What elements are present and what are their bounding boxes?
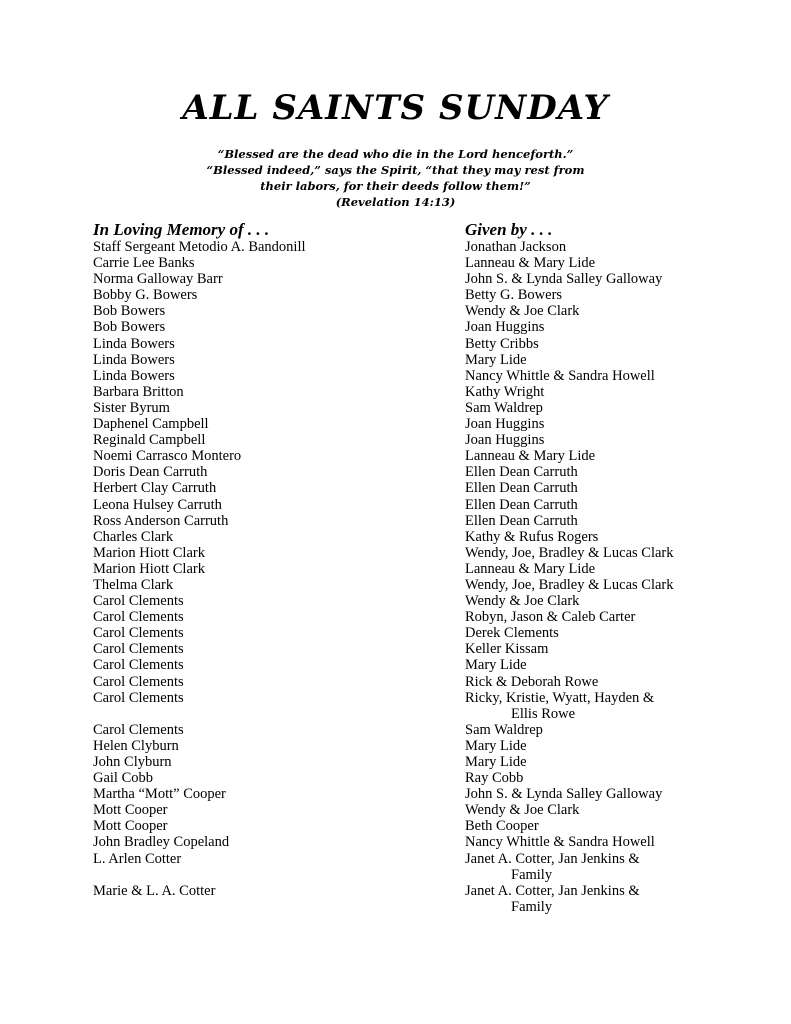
memorial-name: Helen Clyburn xyxy=(93,737,179,754)
memorial-name: Herbert Clay Carruth xyxy=(93,480,217,497)
donor-name: Mary Lide xyxy=(465,737,527,754)
memorial-name: Noemi Carrasco Montero xyxy=(93,448,242,465)
donor-name: Joan Huggins xyxy=(465,416,545,433)
donor-name: Betty G. Bowers xyxy=(465,287,563,304)
page-title: ALL SAINTS SUNDAY xyxy=(182,88,609,128)
given-column xyxy=(465,220,765,915)
memorial-name: Linda Bowers xyxy=(93,335,175,352)
memorial-name: John Bradley Copeland xyxy=(93,834,230,851)
memorial-name: Marion Hiott Clark xyxy=(93,544,205,561)
memorial-name: Carol Clements xyxy=(93,657,184,674)
donor-name: Mary Lide xyxy=(465,754,527,770)
donor-name: Sam Waldrep xyxy=(465,399,543,416)
memorial-name: Carol Clements xyxy=(93,641,184,658)
donor-name: Wendy & Joe Clark xyxy=(465,593,580,610)
donor-name: Wendy & Joe Clark xyxy=(465,802,580,819)
memorial-name: Mott Cooper xyxy=(93,802,168,819)
memorial-name: Bob Bowers xyxy=(93,303,166,320)
donor-name: Wendy, Joe, Bradley & Lucas Clark xyxy=(465,544,674,561)
donor-name: Nancy Whittle & Sandra Howell xyxy=(465,834,655,851)
given-list xyxy=(465,239,765,915)
donor-name: Betty Cribbs xyxy=(465,335,539,352)
memorial-name: Daphenel Campbell xyxy=(93,416,209,433)
memorial-name: Carol Clements xyxy=(93,673,184,690)
scripture-citation: (Revelation 14:13) xyxy=(335,195,456,209)
donor-name-continued: Family xyxy=(511,866,553,883)
memory-column xyxy=(93,220,433,915)
donor-name: Ricky, Kristie, Wyatt, Hayden & xyxy=(465,689,655,706)
memorial-name xyxy=(93,899,433,915)
memorial-name: Linda Bowers xyxy=(93,367,175,384)
memorial-name: Marie & L. A. Cotter xyxy=(93,882,216,899)
donor-name: Lanneau & Mary Lide xyxy=(465,448,596,465)
memorial-name: Staff Sergeant Metodio A. Bandonill xyxy=(93,239,306,255)
memorial-name: Carol Clements xyxy=(93,721,184,738)
donor-name: Janet A. Cotter, Jan Jenkins & xyxy=(465,882,640,899)
memorial-name: Reginald Campbell xyxy=(93,432,206,449)
donor-name: Beth Cooper xyxy=(465,818,539,835)
donor-name: John S. & Lynda Salley Galloway xyxy=(465,271,663,288)
memorial-name: Charles Clark xyxy=(93,528,174,545)
given-header: Given by . . . xyxy=(465,220,553,239)
scripture-quote xyxy=(0,146,791,210)
scripture-line: their labors, for their deeds follow them!” xyxy=(260,179,531,193)
donor-name-continued: Family xyxy=(511,898,553,915)
memorial-name: Leona Hulsey Carruth xyxy=(93,496,222,513)
memorial-name: Carol Clements xyxy=(93,625,184,642)
memorial-name: Gail Cobb xyxy=(93,770,154,787)
donor-name: Robyn, Jason & Caleb Carter xyxy=(465,609,636,626)
memorial-name: Carol Clements xyxy=(93,689,184,706)
donor-name: Nancy Whittle & Sandra Howell xyxy=(465,367,655,384)
memorial-name: Norma Galloway Barr xyxy=(93,271,223,288)
scripture-line: “Blessed are the dead who die in the Lord henceforth.” xyxy=(217,147,574,161)
donor-name: Keller Kissam xyxy=(465,641,549,658)
memorial-name: Carrie Lee Banks xyxy=(93,255,195,272)
memorial-name: Thelma Clark xyxy=(93,576,174,593)
donor-name: Ray Cobb xyxy=(465,770,524,787)
donor-name: Ellen Dean Carruth xyxy=(465,480,578,497)
donor-name: Kathy & Rufus Rogers xyxy=(465,528,599,545)
donor-name: Wendy & Joe Clark xyxy=(465,303,580,320)
donor-name: Joan Huggins xyxy=(465,432,545,449)
memorial-name: Barbara Britton xyxy=(93,383,184,400)
memory-header: In Loving Memory of . . . xyxy=(93,220,270,239)
donor-name: Mary Lide xyxy=(465,351,527,368)
donor-name: Janet A. Cotter, Jan Jenkins & xyxy=(465,850,640,867)
memorial-name: Bobby G. Bowers xyxy=(93,287,198,304)
donor-name: Jonathan Jackson xyxy=(465,239,567,255)
donor-name: Mary Lide xyxy=(465,657,527,674)
donor-name: Ellen Dean Carruth xyxy=(465,464,578,481)
memorial-name: Martha “Mott” Cooper xyxy=(93,786,226,803)
memorial-name xyxy=(93,867,433,883)
donor-name: Sam Waldrep xyxy=(465,721,543,738)
donor-name: Rick & Deborah Rowe xyxy=(465,673,599,690)
donor-name: Kathy Wright xyxy=(465,383,545,400)
memorial-name: Carol Clements xyxy=(93,609,184,626)
memory-list xyxy=(93,239,433,915)
memorial-name: Ross Anderson Carruth xyxy=(93,512,229,529)
scripture-line: “Blessed indeed,” says the Spirit, “that they may rest from xyxy=(206,163,585,177)
memorial-name xyxy=(93,706,433,722)
memorial-name: Linda Bowers xyxy=(93,351,175,368)
donor-name: Wendy, Joe, Bradley & Lucas Clark xyxy=(465,576,674,593)
donor-name: Ellen Dean Carruth xyxy=(465,512,578,529)
memorial-name: Carol Clements xyxy=(93,593,184,610)
memorial-name: Sister Byrum xyxy=(93,399,170,416)
memorial-name: Doris Dean Carruth xyxy=(93,464,208,481)
donor-name: Derek Clements xyxy=(465,625,559,642)
memorial-name: Mott Cooper xyxy=(93,818,168,835)
donor-name: John S. & Lynda Salley Galloway xyxy=(465,786,663,803)
memorial-name: L. Arlen Cotter xyxy=(93,850,182,867)
memorial-name: John Clyburn xyxy=(93,754,172,770)
donor-name: Lanneau & Mary Lide xyxy=(465,560,596,577)
memorial-name: Bob Bowers xyxy=(93,319,166,336)
donor-name: Ellen Dean Carruth xyxy=(465,496,578,513)
memorial-name: Marion Hiott Clark xyxy=(93,560,205,577)
donor-name-continued: Ellis Rowe xyxy=(511,705,576,722)
donor-name: Joan Huggins xyxy=(465,319,545,336)
donor-name: Lanneau & Mary Lide xyxy=(465,255,596,272)
